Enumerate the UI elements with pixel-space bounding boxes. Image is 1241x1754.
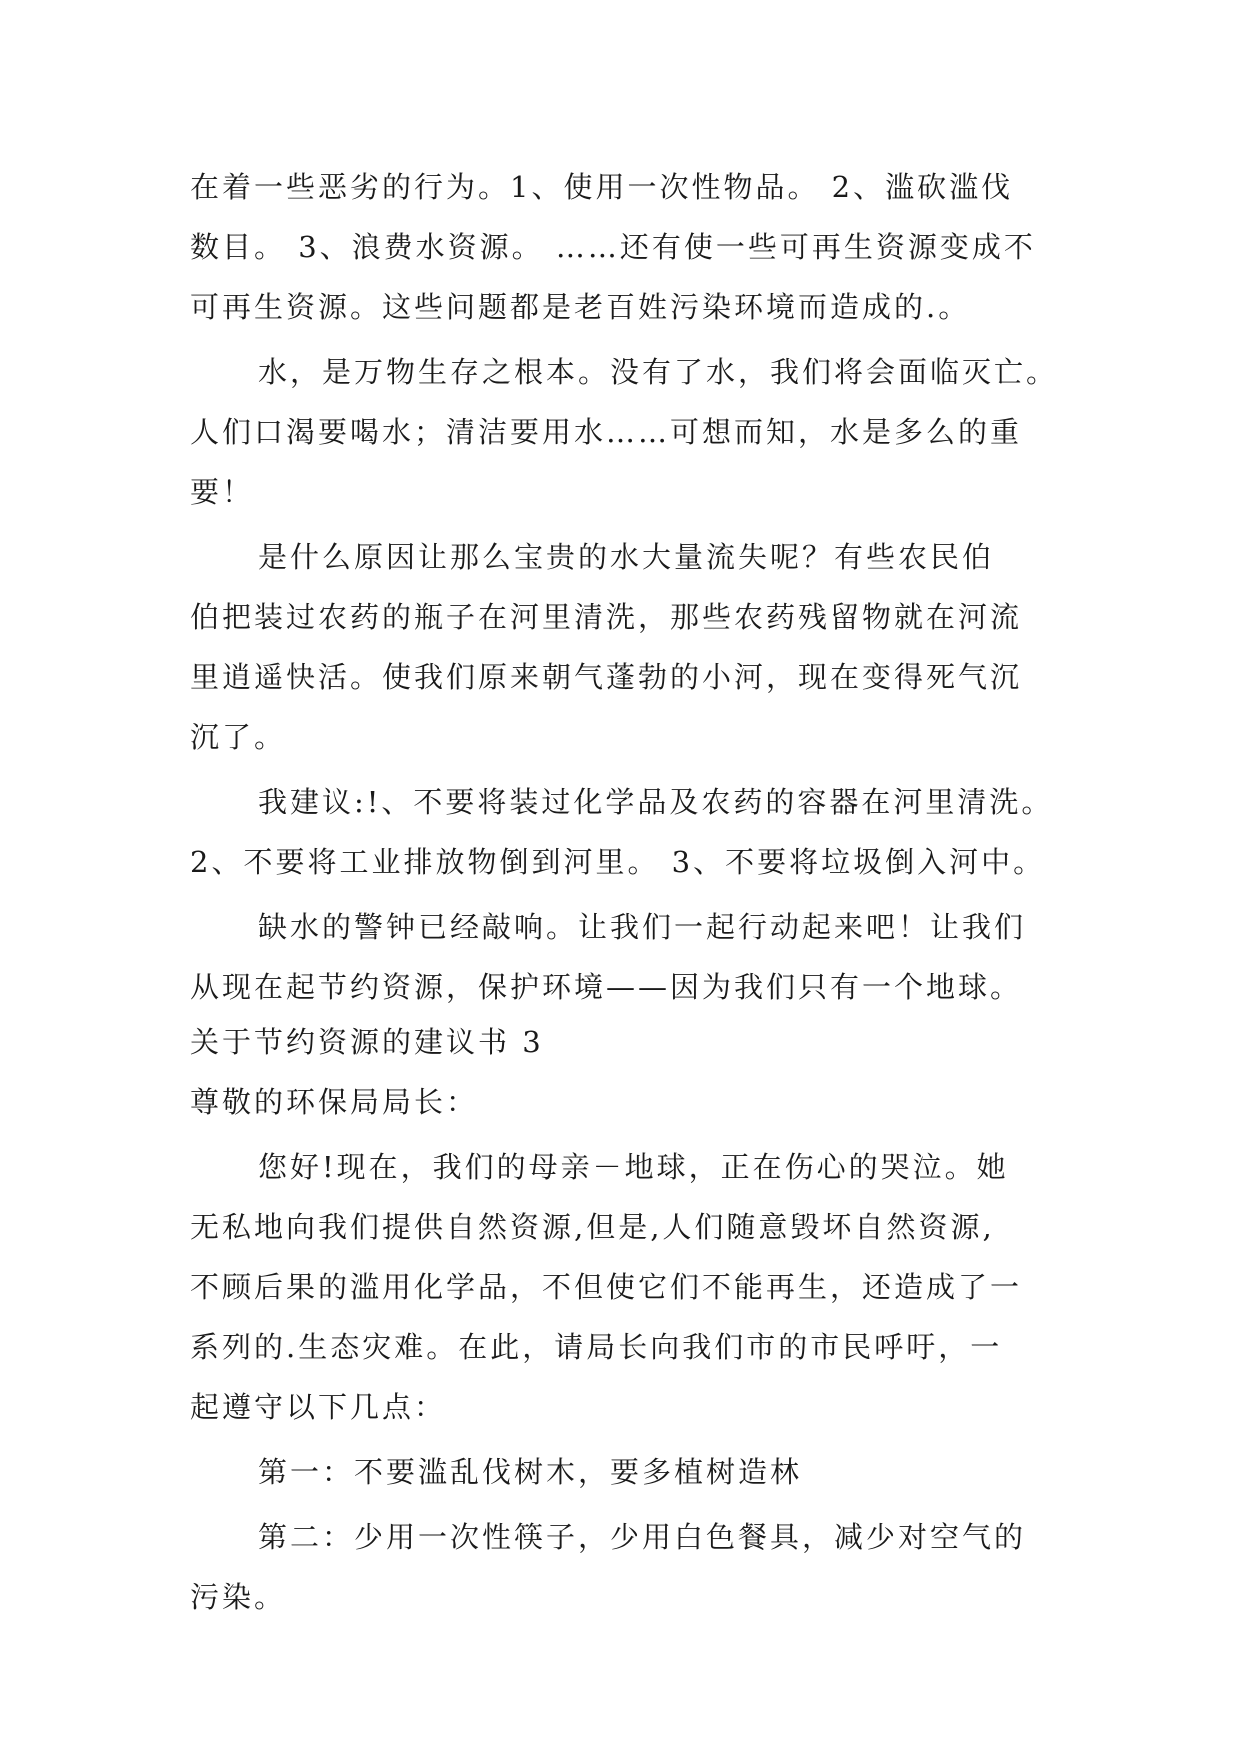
text-line: 在着一些恶劣的行为。1、使用一次性物品。 2、滥砍滥伐 xyxy=(190,170,1014,204)
text-line: 里逍遥快活。使我们原来朝气蓬勃的小河，现在变得死气沉 xyxy=(190,660,1023,694)
text-line: 无私地向我们提供自然资源,但是,人们随意毁坏自然资源, xyxy=(190,1210,995,1244)
letter-salutation: 尊敬的环保局局长： xyxy=(190,1085,479,1119)
paragraph-first-line: 是什么原因让那么宝贵的水大量流失呢？有些农民伯 xyxy=(258,540,995,574)
text-line: 污染。 xyxy=(190,1580,287,1614)
text-line: 可再生资源。这些问题都是老百姓污染环境而造成的.。 xyxy=(190,290,971,324)
section-heading: 关于节约资源的建议书 3 xyxy=(190,1025,544,1059)
text-line: 从现在起节约资源，保护环境——因为我们只有一个地球。 xyxy=(190,970,1023,1004)
list-item-second: 第二：少用一次性筷子，少用白色餐具，减少对空气的 xyxy=(258,1520,1027,1554)
text-line: 数目。 3、浪费水资源。 ……还有使一些可再生资源变成不 xyxy=(190,230,1036,264)
text-line: 要！ xyxy=(190,475,255,509)
paragraph-first-line: 水，是万物生存之根本。没有了水，我们将会面临灭亡。 xyxy=(258,355,1059,389)
text-line: 人们口渴要喝水；清洁要用水……可想而知，水是多么的重 xyxy=(190,415,1023,449)
text-line: 系列的.生态灾难。在此，请局长向我们市的市民呼吁，一 xyxy=(190,1330,1003,1364)
text-line: 伯把装过农药的瓶子在河里清洗，那些农药残留物就在河流 xyxy=(190,600,1023,634)
paragraph-first-line: 我建议:!、不要将装过化学品及农药的容器在河里清洗。 xyxy=(258,785,1054,819)
text-line: 起遵守以下几点： xyxy=(190,1390,447,1424)
text-line: 2、不要将工业排放物倒到河里。 3、不要将垃圾倒入河中。 xyxy=(190,845,1046,879)
text-line: 不顾后果的滥用化学品，不但使它们不能再生，还造成了一 xyxy=(190,1270,1023,1304)
list-item-first: 第一：不要滥乱伐树木，要多植树造林 xyxy=(258,1455,803,1489)
paragraph-first-line: 您好!现在，我们的母亲－地球，正在伤心的哭泣。她 xyxy=(258,1150,1009,1184)
text-line: 沉了。 xyxy=(190,720,287,754)
paragraph-first-line: 缺水的警钟已经敲响。让我们一起行动起来吧！让我们 xyxy=(258,910,1027,944)
